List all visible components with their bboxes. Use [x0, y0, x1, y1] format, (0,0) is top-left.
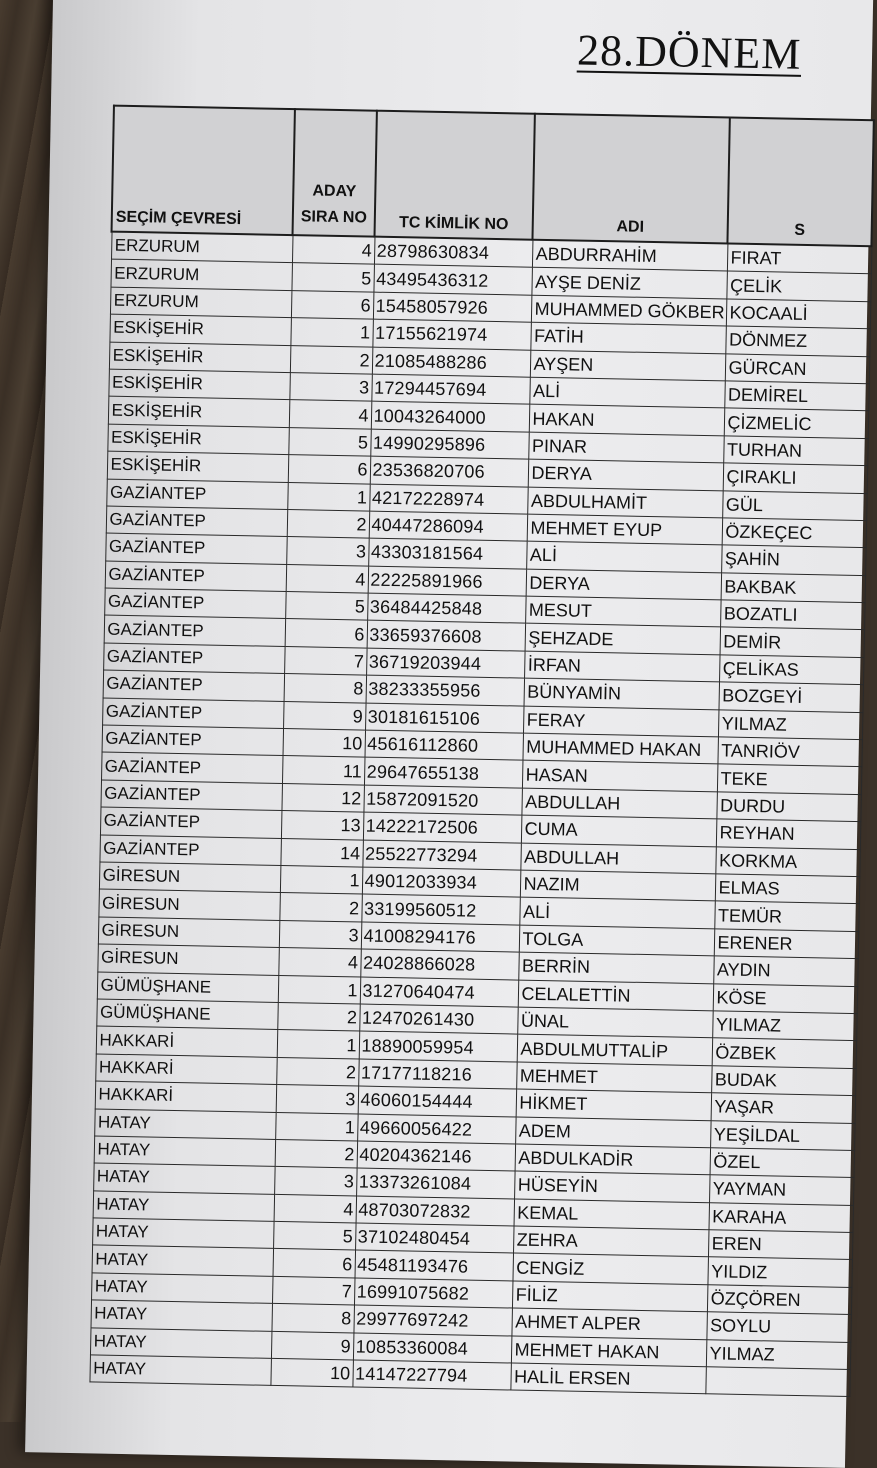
region-cell: HATAY: [92, 1245, 273, 1276]
sira-no-cell: 3: [274, 1167, 357, 1196]
sira-no-cell: 6: [291, 290, 374, 319]
name-cell: DERYA: [528, 459, 723, 490]
sira-no-cell: 1: [277, 1030, 360, 1059]
name-cell: ALİ: [526, 541, 721, 572]
sira-no-cell: 7: [284, 646, 367, 675]
sira-no-cell: 2: [290, 345, 373, 374]
name-cell: BÜNYAMİN: [524, 678, 719, 709]
name-cell: ŞEHZADE: [525, 624, 720, 655]
region-cell: GAZİANTEP: [105, 561, 286, 592]
name-cell: ABDULKADİR: [515, 1144, 710, 1175]
surname-cell: ELMAS: [715, 874, 859, 904]
surname-cell: SOYLU: [706, 1312, 850, 1342]
name-cell: ABDULMUTTALİP: [517, 1034, 712, 1065]
surname-cell: [705, 1367, 849, 1397]
surname-cell: YEŞİLDAL: [710, 1120, 854, 1150]
sira-no-cell: 10: [270, 1358, 353, 1387]
region-cell: ERZURUM: [111, 232, 293, 263]
region-cell: ESKİŞEHİR: [108, 396, 289, 427]
header-sira-no: SIRA NO: [300, 208, 368, 227]
tc-kimlik-cell: 17177118216: [358, 1059, 516, 1089]
name-cell: ABDULLAH: [520, 843, 715, 874]
name-cell: MUHAMMED GÖKBER: [531, 295, 726, 326]
tc-kimlik-cell: 30181615106: [365, 703, 523, 733]
region-cell: GAZİANTEP: [100, 807, 281, 838]
sira-no-cell: 3: [279, 920, 362, 949]
name-cell: BERRİN: [518, 952, 713, 983]
surname-cell: ÇELİKAS: [719, 655, 863, 685]
name-cell: AYŞE DENİZ: [531, 268, 726, 299]
region-cell: ESKİŞEHİR: [107, 451, 288, 482]
region-cell: ESKİŞEHİR: [107, 424, 288, 455]
tc-kimlik-cell: 23536820706: [370, 456, 528, 486]
sira-no-cell: 2: [287, 509, 370, 538]
sira-no-cell: 4: [274, 1194, 357, 1223]
surname-cell: ÖZEL: [710, 1148, 854, 1178]
region-cell: GAZİANTEP: [104, 616, 285, 647]
surname-cell: ÖZÇÖREN: [707, 1285, 851, 1315]
surname-cell: TURHAN: [723, 436, 867, 466]
tc-kimlik-cell: 14990295896: [370, 429, 528, 459]
tc-kimlik-cell: 49660056422: [357, 1113, 515, 1143]
tc-kimlik-cell: 36484425848: [367, 593, 525, 623]
name-cell: HALİL ERSEN: [510, 1363, 705, 1394]
region-cell: HATAY: [90, 1328, 271, 1359]
sira-no-cell: 12: [281, 783, 364, 812]
region-cell: HATAY: [94, 1136, 275, 1167]
name-cell: NAZIM: [520, 870, 715, 901]
tc-kimlik-cell: 46060154444: [358, 1086, 516, 1116]
sira-no-cell: 8: [284, 674, 367, 703]
tc-kimlik-cell: 31270640474: [360, 977, 518, 1007]
surname-cell: ÖZKEÇEC: [722, 518, 866, 548]
surname-cell: KORKMA: [715, 846, 859, 876]
sira-no-cell: 6: [273, 1249, 356, 1278]
sira-no-cell: 4: [292, 235, 375, 264]
sira-no-cell: 6: [285, 619, 368, 648]
tc-kimlik-cell: 29977697242: [353, 1305, 511, 1335]
region-cell: HATAY: [89, 1355, 270, 1386]
tc-kimlik-cell: 43495436312: [373, 265, 531, 295]
sira-no-cell: 3: [289, 373, 372, 402]
surname-cell: EREN: [708, 1230, 852, 1260]
region-cell: ESKİŞEHİR: [109, 314, 290, 345]
sira-no-cell: 3: [286, 537, 369, 566]
name-cell: MUHAMMED HAKAN: [522, 733, 717, 764]
tc-kimlik-cell: 25522773294: [362, 840, 520, 870]
sira-no-cell: 5: [288, 427, 371, 456]
tc-kimlik-cell: 21085488286: [372, 347, 530, 377]
sira-no-cell: 1: [280, 865, 363, 894]
tc-kimlik-cell: 15872091520: [363, 785, 521, 815]
tc-kimlik-cell: 42172228974: [369, 484, 527, 514]
surname-cell: ERENER: [714, 929, 858, 959]
sira-no-cell: 6: [288, 455, 371, 484]
region-cell: HATAY: [94, 1108, 275, 1139]
surname-cell: TEKE: [717, 764, 861, 794]
tc-kimlik-cell: 14222172506: [363, 812, 521, 842]
surname-cell: DEMİR: [720, 627, 864, 657]
sira-no-cell: 4: [278, 948, 361, 977]
sira-no-cell: 8: [271, 1304, 354, 1333]
region-cell: GAZİANTEP: [106, 479, 287, 510]
name-cell: CENGİZ: [512, 1253, 707, 1284]
region-cell: GAZİANTEP: [102, 698, 283, 729]
surname-cell: TEMÜR: [714, 901, 858, 931]
region-cell: GAZİANTEP: [99, 835, 280, 866]
region-cell: GAZİANTEP: [103, 643, 284, 674]
name-cell: AYŞEN: [530, 350, 725, 381]
sira-no-cell: 9: [271, 1331, 354, 1360]
region-cell: GAZİANTEP: [102, 725, 283, 756]
name-cell: ALİ: [529, 377, 724, 408]
surname-cell: ÇIRAKLI: [723, 463, 867, 493]
sira-no-cell: 3: [276, 1085, 359, 1114]
name-cell: MEHMET HAKAN: [511, 1336, 706, 1367]
tc-kimlik-cell: 37102480454: [355, 1223, 513, 1253]
header-row: [112, 106, 874, 247]
surname-cell: YILMAZ: [718, 709, 862, 739]
header-soyadi: S: [727, 117, 873, 246]
region-cell: GAZİANTEP: [103, 670, 284, 701]
surname-cell: KOCAALİ: [726, 299, 870, 329]
surname-cell: DÖNMEZ: [725, 326, 869, 356]
region-cell: GAZİANTEP: [104, 588, 285, 619]
tc-kimlik-cell: 40447286094: [369, 511, 527, 541]
region-cell: GİRESUN: [98, 917, 279, 948]
tc-kimlik-cell: 28798630834: [374, 237, 533, 268]
surname-cell: BUDAK: [711, 1066, 855, 1096]
name-cell: HİKMET: [516, 1089, 711, 1120]
sira-no-cell: 2: [277, 1002, 360, 1031]
surname-cell: ÇELİK: [726, 271, 870, 301]
region-cell: ERZURUM: [110, 259, 291, 290]
sira-no-cell: 13: [281, 811, 364, 840]
name-cell: TOLGA: [519, 925, 714, 956]
tc-kimlik-cell: 18890059954: [359, 1031, 517, 1061]
region-cell: GAZİANTEP: [106, 506, 287, 537]
region-cell: GAZİANTEP: [101, 752, 282, 783]
sira-no-cell: 14: [280, 838, 363, 867]
tc-kimlik-cell: 15458057926: [373, 292, 531, 322]
surname-cell: KÖSE: [713, 983, 857, 1013]
surname-cell: YILMAZ: [706, 1339, 850, 1369]
tc-kimlik-cell: 17294457694: [371, 374, 529, 404]
region-cell: HAKKARİ: [95, 1081, 276, 1112]
tc-kimlik-cell: 38233355956: [366, 675, 524, 705]
name-cell: FİLİZ: [512, 1281, 707, 1312]
sira-no-cell: 11: [282, 756, 365, 785]
surname-cell: YAYMAN: [709, 1175, 853, 1205]
name-cell: MEHMET: [516, 1062, 711, 1093]
sira-no-cell: 1: [278, 975, 361, 1004]
name-cell: ABDULHAMİT: [527, 487, 722, 518]
tc-kimlik-cell: 45481193476: [355, 1250, 513, 1280]
sira-no-cell: 1: [287, 482, 370, 511]
tc-kimlik-cell: 10853360084: [353, 1333, 511, 1363]
surname-cell: YILDIZ: [707, 1257, 851, 1287]
sira-no-cell: 5: [273, 1221, 356, 1250]
surname-cell: BAKBAK: [721, 573, 865, 603]
surname-cell: REYHAN: [716, 819, 860, 849]
sira-no-cell: 10: [283, 729, 366, 758]
tc-kimlik-cell: 48703072832: [356, 1196, 514, 1226]
tc-kimlik-cell: 16991075682: [354, 1278, 512, 1308]
tc-kimlik-cell: 49012033934: [362, 867, 520, 897]
surname-cell: ÇİZMELİC: [724, 408, 868, 438]
tc-kimlik-cell: 41008294176: [361, 922, 519, 952]
tc-kimlik-cell: 45616112860: [364, 730, 522, 760]
tc-kimlik-cell: 17155621974: [372, 319, 530, 349]
region-cell: GAZİANTEP: [105, 533, 286, 564]
header-region: SEÇİM ÇEVRESİ: [112, 106, 295, 235]
sira-no-cell: 5: [291, 263, 374, 292]
name-cell: DERYA: [526, 569, 721, 600]
tc-kimlik-cell: 22225891966: [368, 566, 526, 596]
candidate-table: [88, 105, 874, 1398]
name-cell: ADEM: [515, 1117, 710, 1148]
tc-kimlik-cell: 33199560512: [361, 894, 519, 924]
region-cell: ERZURUM: [110, 287, 291, 318]
name-cell: ABDULLAH: [521, 788, 716, 819]
surname-cell: DURDU: [716, 792, 860, 822]
name-cell: CELALETTİN: [518, 980, 713, 1011]
header-aday-sira-no: [293, 109, 377, 237]
surname-cell: ŞAHİN: [721, 545, 865, 575]
tc-kimlik-cell: 40204362146: [357, 1141, 515, 1171]
tc-kimlik-cell: 29647655138: [364, 757, 522, 787]
name-cell: FATİH: [530, 322, 725, 353]
surname-cell: GÜRCAN: [725, 353, 869, 383]
header-tc-kimlik-no: TC KİMLİK NO: [374, 111, 534, 240]
name-cell: CUMA: [521, 815, 716, 846]
surname-cell: KARAHA: [708, 1202, 852, 1232]
document-title: 28.DÖNEM: [576, 25, 802, 79]
name-cell: KEMAL: [514, 1199, 709, 1230]
sira-no-cell: 4: [286, 564, 369, 593]
sira-no-cell: 4: [289, 400, 372, 429]
region-cell: HATAY: [91, 1273, 272, 1304]
region-cell: GİRESUN: [98, 889, 279, 920]
region-cell: GİRESUN: [97, 944, 278, 975]
surname-cell: BOZGEYİ: [718, 682, 862, 712]
name-cell: ABDURRAHİM: [532, 240, 727, 272]
surname-cell: TANRIÖV: [717, 737, 861, 767]
name-cell: HAKAN: [529, 405, 724, 436]
sira-no-cell: 1: [275, 1112, 358, 1141]
region-cell: GİRESUN: [99, 862, 280, 893]
name-cell: ÜNAL: [517, 1007, 712, 1038]
region-cell: ESKİŞEHİR: [108, 369, 289, 400]
tc-kimlik-cell: 24028866028: [360, 949, 518, 979]
sira-no-cell: 2: [276, 1057, 359, 1086]
region-cell: ESKİŞEHİR: [109, 342, 290, 373]
header-aday: ADAY: [312, 182, 357, 201]
header-adi: ADI: [532, 114, 729, 244]
tc-kimlik-cell: 10043264000: [371, 401, 529, 431]
sira-no-cell: 2: [275, 1139, 358, 1168]
tc-kimlik-cell: 33659376608: [367, 621, 525, 651]
tc-kimlik-cell: 13373261084: [356, 1168, 514, 1198]
sira-no-cell: 7: [272, 1276, 355, 1305]
tc-kimlik-cell: 43303181564: [368, 538, 526, 568]
region-cell: HATAY: [92, 1218, 273, 1249]
name-cell: PINAR: [528, 432, 723, 463]
surname-cell: AYDIN: [713, 956, 857, 986]
name-cell: MEHMET EYUP: [527, 514, 722, 545]
name-cell: İRFAN: [524, 651, 719, 682]
name-cell: HÜSEYİN: [514, 1171, 709, 1202]
surname-cell: DEMİREL: [724, 381, 868, 411]
tc-kimlik-cell: 36719203944: [366, 648, 524, 678]
region-cell: GAZİANTEP: [100, 780, 281, 811]
surname-cell: YILMAZ: [712, 1011, 856, 1041]
document-page: [25, 0, 873, 1468]
table-body: [89, 232, 871, 1397]
table-header: [112, 106, 874, 247]
surname-cell: ÖZBEK: [712, 1038, 856, 1068]
name-cell: HASAN: [522, 761, 717, 792]
surname-cell: GÜL: [722, 490, 866, 520]
sira-no-cell: 2: [279, 893, 362, 922]
name-cell: FERAY: [523, 706, 718, 737]
tc-kimlik-cell: 14147227794: [352, 1360, 510, 1390]
region-cell: HATAY: [91, 1300, 272, 1331]
region-cell: HAKKARİ: [96, 1026, 277, 1057]
region-cell: HATAY: [93, 1163, 274, 1194]
sira-no-cell: 5: [285, 592, 368, 621]
sira-no-cell: 9: [283, 701, 366, 730]
surname-cell: FIRAT: [727, 243, 872, 274]
sira-no-cell: 1: [290, 318, 373, 347]
name-cell: MESUT: [525, 596, 720, 627]
region-cell: HATAY: [93, 1191, 274, 1222]
region-cell: HAKKARİ: [95, 1054, 276, 1085]
name-cell: AHMET ALPER: [511, 1308, 706, 1339]
name-cell: ALİ: [519, 897, 714, 928]
region-cell: GÜMÜŞHANE: [96, 999, 277, 1030]
surname-cell: BOZATLI: [720, 600, 864, 630]
name-cell: ZEHRA: [513, 1226, 708, 1257]
tc-kimlik-cell: 12470261430: [359, 1004, 517, 1034]
surname-cell: YAŞAR: [711, 1093, 855, 1123]
region-cell: GÜMÜŞHANE: [97, 972, 278, 1003]
